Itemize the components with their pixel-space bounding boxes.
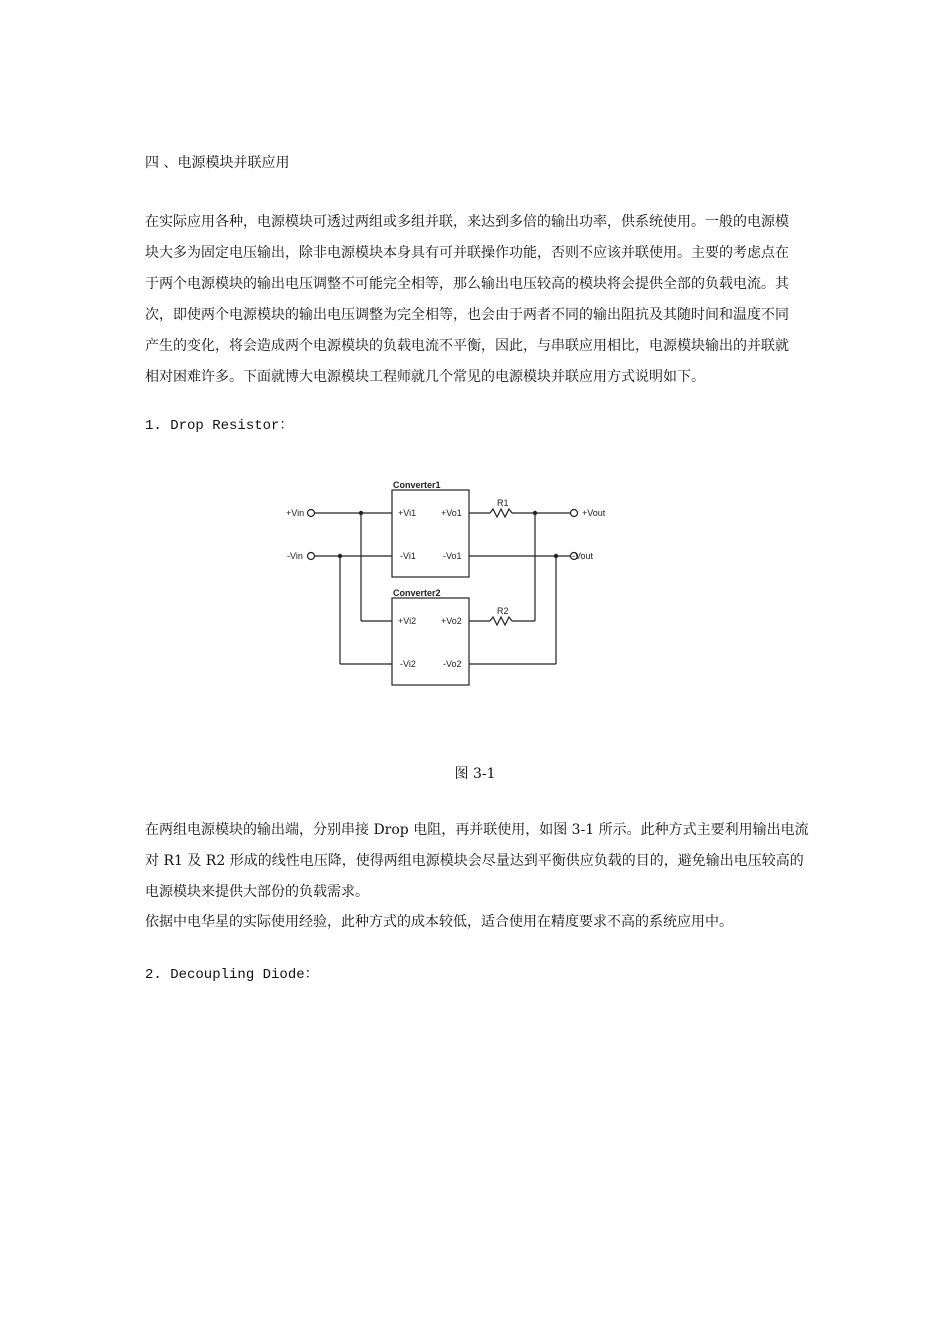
list-item-decoupling-diode: 2. Decoupling Diode： (145, 967, 319, 983)
section-heading: 四 、电源模块并联应用 (145, 155, 290, 171)
intro-line: 相对困难许多。下面就博大电源模块工程师就几个常见的电源模块并联应用方式说明如下。 (145, 369, 705, 385)
intro-line: 产生的变化，将会造成两个电源模块的负载电流不平衡，因此，与串联应用相比，电源模块输出的并联就 (145, 338, 789, 354)
vout-pos-label: +Vout (582, 508, 606, 518)
list-item-drop-resistor: 1. Drop Resistor： (145, 418, 294, 434)
junction-dot (554, 554, 558, 558)
experience-paragraph: 依据中电华星的实际使用经验，此种方式的成本较低，适合使用在精度要求不高的系统应用中。 (145, 914, 733, 930)
paragraph-line: 对 R1 及 R2 形成的线性电压降，使得两组电源模块会尽量达到平衡供应负载的目的，避免输出电压较高的 (145, 853, 804, 869)
vout-pos-terminal (571, 510, 578, 517)
converter1-label: Converter1 (393, 480, 441, 490)
vin-pos-label: +Vin (286, 508, 305, 518)
vi2-pos-label: +Vi2 (398, 616, 417, 626)
junction-dot (338, 554, 342, 558)
junction-dot (533, 511, 537, 515)
vo1-neg-label: -Vo1 (443, 551, 462, 561)
vin-neg-terminal (308, 553, 315, 560)
r2-label: R2 (497, 606, 509, 616)
vo2-neg-label: -Vo2 (443, 659, 462, 669)
vi2-neg-label: -Vi2 (400, 659, 416, 669)
intro-line: 次，即使两个电源模块的输出电压调整为完全相等，也会由于两者不同的输出阻抗及其随时间和温度不同 (145, 307, 789, 323)
vo2-pos-label: +Vo2 (441, 616, 462, 626)
vin-neg-label: -Vin (287, 551, 303, 561)
junction-dot (359, 511, 363, 515)
vo1-pos-label: +Vo1 (441, 508, 462, 518)
intro-line: 在实际应用各种，电源模块可透过两组或多组并联，来达到多倍的输出功率，供系统使用。一般的电源模 (145, 214, 789, 230)
converter1-box (392, 490, 469, 577)
vi1-pos-label: +Vi1 (398, 508, 417, 518)
resistor-r2 (490, 617, 512, 625)
paragraph-line: 在两组电源模块的输出端，分别串接 Drop 电阻，再并联使用，如图 3-1 所示。此种方式主要利用输出电流 (145, 822, 809, 838)
converter2-label: Converter2 (393, 588, 441, 598)
r1-label: R1 (497, 498, 509, 508)
vin-pos-terminal (308, 510, 315, 517)
resistor-r1 (490, 509, 512, 517)
figure-caption: 图 3-1 (454, 766, 496, 782)
intro-line: 块大多为固定电压输出，除非电源模块本身具有可并联操作功能，否则不应该并联使用。主要的考虑点在 (145, 245, 789, 261)
intro-line: 于两个电源模块的输出电压调整不可能完全相等，那么输出电压较高的模块将会提供全部的负载电流。其 (145, 276, 789, 292)
converter2-box (392, 598, 469, 685)
vout-neg-label: -Vout (572, 551, 594, 561)
paragraph-line: 电源模块来提供大部份的负载需求。 (145, 884, 369, 900)
vi1-neg-label: -Vi1 (400, 551, 416, 561)
drop-resistor-paragraph (145, 815, 815, 908)
